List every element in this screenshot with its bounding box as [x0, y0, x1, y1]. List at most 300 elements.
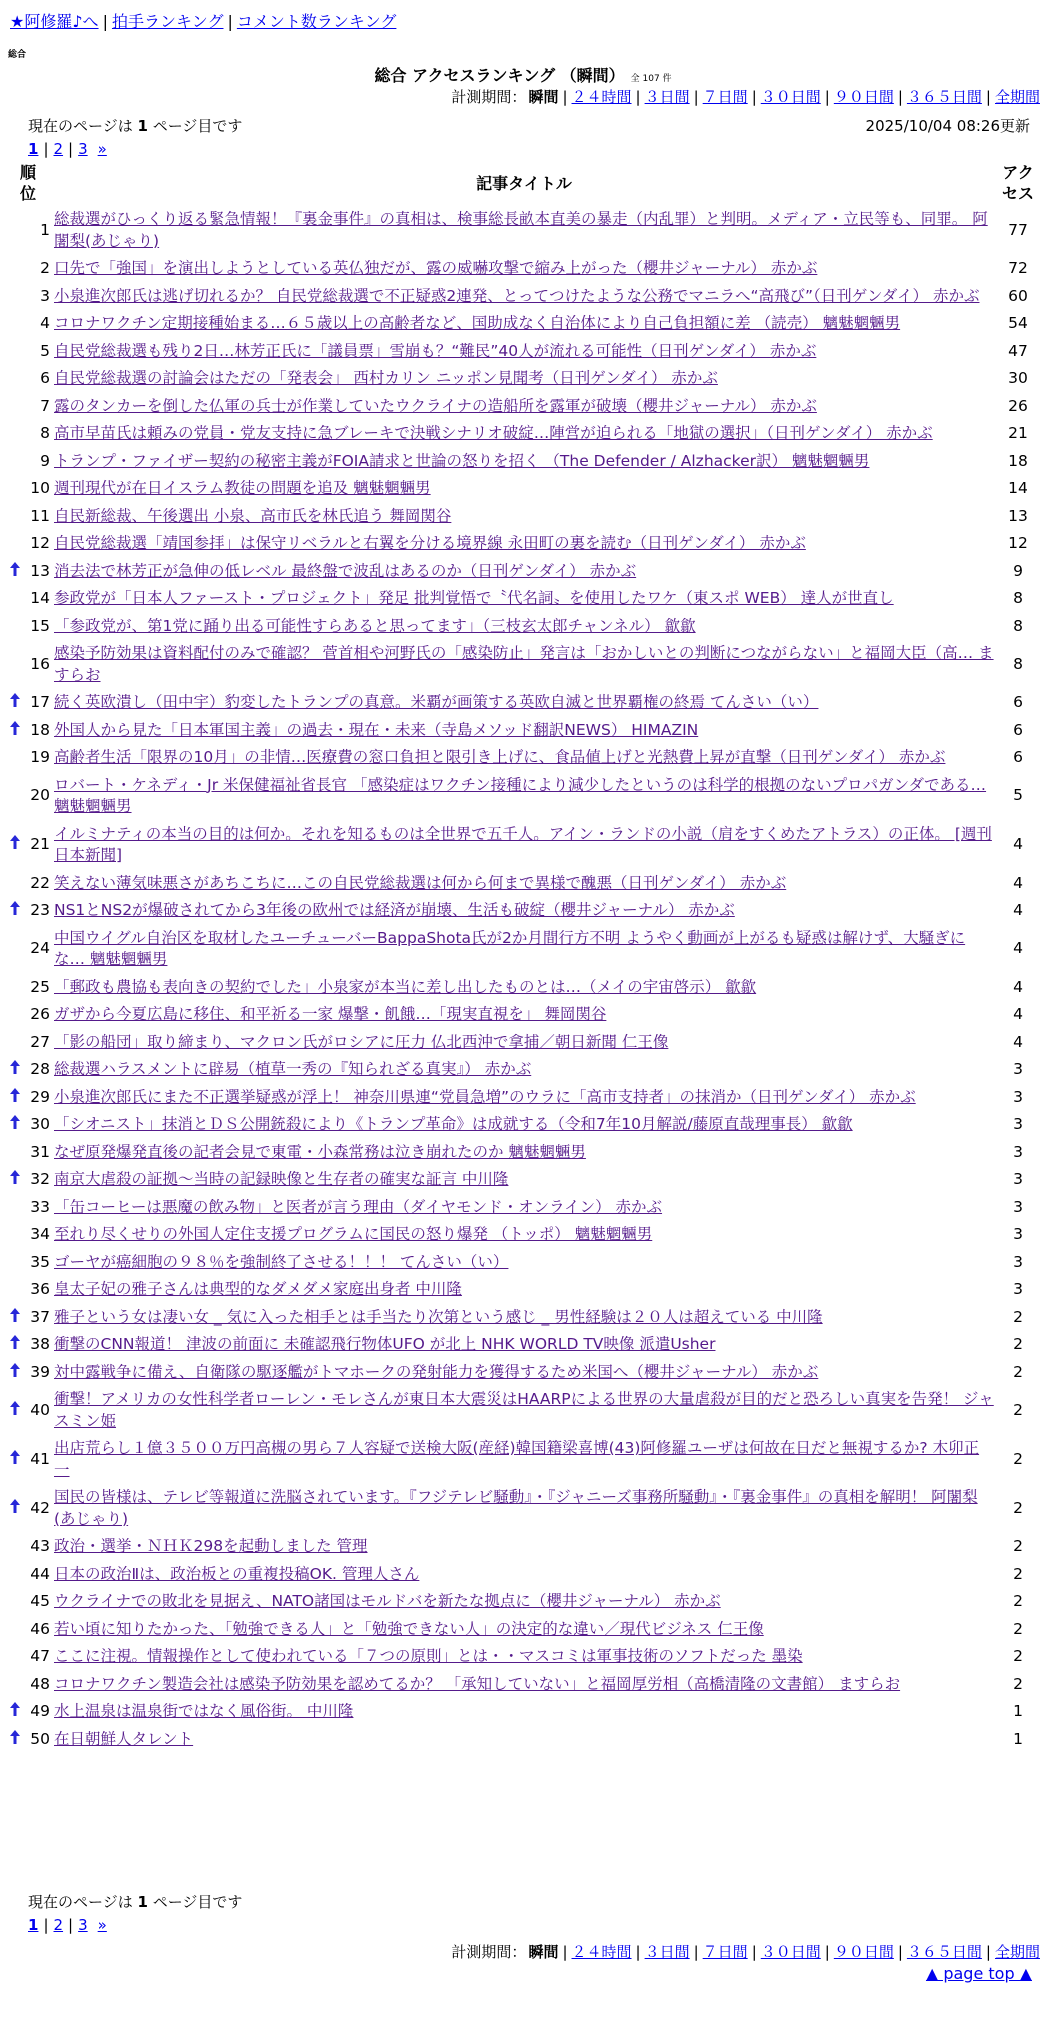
article-title-link[interactable]: 笑えない薄気味悪さがあちこちに…この自民党総裁選は何から何まで異様で醜悪（日刊ゲンダイ） 赤かぶ — [54, 873, 787, 892]
article-title-link[interactable]: 国民の皆様は、テレビ等報道に洗脳されています。『フジテレビ騒動』・『ジャニーズ事務所騒動』・『裏金事件』の真相を解明！ 阿闍梨(あじゃり) — [54, 1488, 978, 1528]
access-count: 47 — [1008, 341, 1028, 360]
table-row — [2, 1588, 1042, 1616]
period-7d-link[interactable]: ７日間 — [702, 88, 748, 106]
article-title-cell — [54, 206, 994, 255]
access-count: 2 — [1013, 1400, 1023, 1419]
rank-arrow-cell — [2, 870, 28, 898]
article-title-link[interactable]: 自民新総裁、午後選出 小泉、高市氏を林氏追う 舞岡関谷 — [54, 506, 452, 525]
rank-arrow-cell — [2, 1671, 28, 1699]
article-title-link[interactable]: ゴーヤが癌細胞の９８％を強制終了させる！！！ てんさい（い） — [54, 1252, 509, 1271]
table-row — [2, 717, 1042, 745]
article-title-link[interactable]: 中国ウイグル自治区を取材したユーチューバーBappaShota氏が2か月間行方不明 ようやく動画が上がるも疑惑は解けず、大騒ぎにな… 魑魅魍魎男 — [54, 928, 966, 968]
rank-number: 1 — [40, 220, 50, 239]
access-count: 5 — [1013, 786, 1023, 805]
period-30d-link[interactable]: ３０日間 — [760, 88, 821, 106]
access-count: 2 — [1013, 1647, 1023, 1665]
rank-number: 5 — [40, 341, 50, 360]
rank-arrow-cell — [2, 530, 28, 558]
rank-arrow-cell — [2, 1166, 28, 1194]
article-title-link[interactable]: コロナワクチン定期接種始まる…６５歳以上の高齢者など、国助成なく自治体により自己負担額に差 （読売） 魑魅魍魎男 — [54, 314, 901, 332]
rank-arrow-cell — [2, 1484, 28, 1533]
access-count: 60 — [1008, 286, 1028, 305]
table-row — [2, 1435, 1042, 1484]
article-title-cell — [54, 1221, 994, 1249]
article-title-cell — [54, 821, 994, 870]
table-row — [2, 448, 1042, 476]
article-title-link[interactable]: 続く英欧潰し（田中宇）豹変したトランプの真意。米覇が画策する英欧自滅と世界覇権の終焉 てんさい（い） — [54, 693, 819, 711]
article-title-link[interactable]: 水上温泉は温泉街ではなく風俗街。 中川隆 — [54, 1702, 354, 1720]
rank-arrow-cell — [2, 1194, 28, 1222]
access-count: 77 — [1008, 220, 1028, 239]
article-title-cell — [54, 744, 994, 772]
access-count: 14 — [1008, 479, 1028, 497]
access-count: 2 — [1013, 1449, 1023, 1468]
access-count: 4 — [1013, 1005, 1023, 1023]
period-30d-link[interactable]: ３０日間 — [760, 1943, 821, 1961]
access-count: 3 — [1013, 1060, 1023, 1078]
rank-arrow-cell — [2, 717, 28, 745]
access-count: 4 — [1013, 939, 1023, 958]
access-count: 12 — [1008, 534, 1028, 552]
rank-number: 8 — [40, 424, 50, 442]
nav-separator: | — [102, 12, 108, 31]
rank-number: 26 — [30, 1005, 50, 1023]
table-row — [2, 283, 1042, 311]
rank-arrow-cell — [2, 448, 28, 476]
current-page-number: 1 — [137, 117, 148, 135]
article-title-link[interactable]: 高市早苗氏は頼みの党員・党友支持に急ブレーキで決戦シナリオ破綻…陣営が迫られる「地獄の選択」（日刊ゲンダイ） 赤かぶ — [54, 424, 933, 442]
rank-up-arrow-icon — [10, 1060, 20, 1074]
article-title-cell — [54, 717, 994, 745]
article-title-cell — [54, 530, 994, 558]
article-title-link[interactable]: 「缶コーヒーは悪魔の飲み物」と医者が言う理由（ダイヤモンド・オンライン） 赤かぶ — [54, 1197, 663, 1216]
article-title-cell — [54, 1359, 994, 1387]
nav-separator: | — [227, 12, 233, 31]
rank-number: 50 — [30, 1729, 50, 1748]
article-title-cell — [54, 420, 994, 448]
rank-arrow-cell — [2, 475, 28, 503]
rank-arrow-cell — [2, 925, 28, 974]
rank-arrow-cell — [2, 585, 28, 613]
article-title-link[interactable]: ウクライナでの敗北を見据え、NATO諸国はモルドバを新たな拠点に（櫻井ジャーナル） 赤かぶ — [54, 1592, 721, 1610]
rank-number: 44 — [30, 1564, 50, 1583]
article-title-cell — [54, 1056, 994, 1084]
article-title-link[interactable]: ガザから今夏広島に移住、和平祈る一家 爆撃・飢餓…「現実直視を」 舞岡関谷 — [54, 1005, 607, 1023]
rank-arrow-cell — [2, 1084, 28, 1112]
access-count: 72 — [1008, 259, 1028, 277]
access-count: 2 — [1013, 1537, 1023, 1555]
access-count: 2 — [1013, 1564, 1023, 1583]
rank-number: 16 — [30, 654, 50, 673]
top-navigation — [10, 12, 396, 32]
article-title-link[interactable]: 対中露戦争に備え、自衛隊の駆逐艦がトマホークの発射能力を獲得するため米国へ（櫻井ジャーナル） 赤かぶ — [54, 1362, 819, 1381]
next-page-link[interactable]: » — [97, 1916, 107, 1934]
pager-top: 1 | 2 | 3 » — [28, 140, 107, 158]
article-title-link[interactable]: 自民党総裁選の討論会はただの「発表会」 西村カリン ニッポン見聞考（日刊ゲンダイ） 赤かぶ — [54, 369, 718, 387]
article-title-cell — [54, 283, 994, 311]
pager-bottom: 1 | 2 | 3 » — [28, 1916, 107, 1934]
table-row — [2, 1533, 1042, 1561]
rank-number: 41 — [30, 1449, 50, 1468]
rank-arrow-cell — [2, 393, 28, 421]
rank-number: 13 — [30, 561, 50, 580]
rank-number: 36 — [30, 1280, 50, 1298]
article-title-cell — [54, 925, 994, 974]
table-row — [2, 1029, 1042, 1057]
rank-up-arrow-icon — [10, 901, 20, 915]
rank-arrow-cell — [2, 1249, 28, 1277]
article-title-link[interactable]: 皇太子妃の雅子さんは典型的なダメダメ家庭出身者 中川隆 — [54, 1280, 462, 1298]
table-row — [2, 1001, 1042, 1029]
page-3-link[interactable]: 3 — [78, 1916, 88, 1934]
article-title-cell — [54, 310, 994, 338]
table-row — [2, 420, 1042, 448]
table-row — [2, 1386, 1042, 1435]
article-title-cell — [54, 393, 994, 421]
rank-arrow-cell — [2, 1276, 28, 1304]
article-title-cell — [54, 1698, 994, 1726]
rank-arrow-cell — [2, 974, 28, 1002]
table-header-row — [2, 160, 1042, 206]
article-title-link[interactable]: NS1とNS2が爆破されてから3年後の欧州では経済が崩壊、生活も破綻（櫻井ジャーナル） 赤かぶ — [54, 901, 735, 919]
home-link[interactable]: ★阿修羅♪へ — [10, 12, 99, 31]
table-row — [2, 640, 1042, 689]
article-title-link[interactable]: 感染予防効果は資料配付のみで確認？ 菅首相や河野氏の「感染防止」発言は「おかしいとの判断につながらない」と福岡大臣（高… ますらお — [54, 644, 994, 684]
article-title-link[interactable]: 至れり尽くせりの外国人定住支援プログラムに国民の怒り爆発 （トッポ） 魑魅魍魎男 — [54, 1225, 653, 1243]
rank-number: 45 — [30, 1592, 50, 1610]
rank-arrow-cell — [2, 897, 28, 925]
article-title-link[interactable]: ロバート・ケネディ・Jr 米保健福祉省長官 「感染症はワクチン接種により減少したというのは科学的根拠のないプロパガンダである… 魑魅魍魎男 — [54, 775, 987, 815]
article-title-link[interactable]: 小泉進次郎氏は逃げ切れるか？ 自民党総裁選で不正疑惑2連発、とってつけたような公務でマニラへ“高飛び”（日刊ゲンダイ） 赤かぶ — [54, 286, 980, 305]
rank-arrow-cell — [2, 1616, 28, 1644]
rank-arrow-cell — [2, 1435, 28, 1484]
rank-up-arrow-icon — [10, 562, 20, 576]
table-row — [2, 475, 1042, 503]
article-title-cell — [54, 1084, 994, 1112]
rank-up-arrow-icon — [10, 1363, 20, 1377]
access-count: 30 — [1008, 369, 1028, 387]
access-count: 3 — [1013, 1280, 1023, 1298]
table-row — [2, 897, 1042, 925]
access-count: 18 — [1008, 451, 1028, 470]
rank-number: 40 — [30, 1400, 50, 1419]
article-title-cell — [54, 1111, 994, 1139]
rank-number: 35 — [30, 1252, 50, 1271]
page-2-link[interactable]: 2 — [53, 140, 64, 158]
access-count: 9 — [1013, 561, 1023, 580]
article-title-link[interactable]: 「シオニスト」抹消とＤＳ公開銃殺により《トランプ革命》は成就する（令和7年10月解説/藤原直哉理事長） 歙歙 — [54, 1115, 853, 1133]
article-title-link[interactable]: 総裁選ハラスメントに辟易（植草一秀の『知られざる真実』） 赤かぶ — [54, 1060, 532, 1078]
article-title-link[interactable]: 「影の船団」取り締まり、マクロン氏がロシアに圧力 仏北西沖で拿捕／朝日新聞 仁王像 — [54, 1032, 669, 1051]
rank-arrow-cell — [2, 1111, 28, 1139]
table-row — [2, 1249, 1042, 1277]
rank-up-arrow-icon — [10, 1499, 20, 1513]
rank-number: 47 — [30, 1647, 50, 1665]
table-row — [2, 1671, 1042, 1699]
rank-arrow-cell — [2, 1726, 28, 1754]
access-count: 1 — [1013, 1702, 1023, 1720]
access-count: 2 — [1013, 1498, 1023, 1517]
table-row — [2, 1084, 1042, 1112]
rank-up-arrow-icon — [10, 1335, 20, 1349]
period-selector-top: 計測期間： 瞬間 | ２４時間 | ３日間 | ７日間 | ３０日間 | ９０日間 | ３６５日間 | 全期間 — [451, 88, 1040, 106]
article-title-link[interactable]: コロナワクチン製造会社は感染予防効果を認めてるか？ 「承知していない」と福岡厚労相（高橋清隆の文書館） ますらお — [54, 1674, 901, 1693]
article-title-link[interactable]: 露のタンカーを倒した仏軍の兵士が作業していたウクライナの造船所を露軍が破壊（櫻井ジャーナル） 赤かぶ — [54, 396, 817, 415]
access-count: 6 — [1013, 748, 1023, 766]
updated-timestamp: 2025/10/04 08:26更新 — [865, 117, 1030, 135]
page-1-link[interactable]: 1 — [28, 140, 39, 158]
article-title-cell — [54, 1331, 994, 1359]
table-row — [2, 1139, 1042, 1167]
access-count: 6 — [1013, 693, 1023, 711]
article-title-cell — [54, 1276, 994, 1304]
access-count: 8 — [1013, 589, 1023, 607]
rank-number: 27 — [30, 1032, 50, 1051]
article-title-link[interactable]: 総裁選がひっくり返る緊急情報！『裏金事件』の真相は、検事総長畝本直美の暴走（内乱罪）と判明。メディア・立民等も、同罪。 阿闍梨(あじゃり) — [54, 210, 988, 250]
table-row — [2, 744, 1042, 772]
rank-number: 18 — [30, 720, 50, 739]
table-row — [2, 1698, 1042, 1726]
article-title-link[interactable]: 衝撃のCNN報道！ 津波の前面に 未確認飛行物体UFO が北上 NHK WORLD TV映像 派遣Usher — [54, 1335, 716, 1353]
rank-arrow-cell — [2, 1029, 28, 1057]
article-title-link[interactable]: 高齢者生活「限界の10月」の非情…医療費の窓口負担と限引き上げに、食品値上げと光熱費上昇が直撃（日刊ゲンダイ） 赤かぶ — [54, 748, 946, 766]
period-90d-link[interactable]: ９０日間 — [833, 88, 894, 106]
rank-arrow-cell — [2, 1001, 28, 1029]
rank-up-arrow-icon — [10, 1730, 20, 1744]
rank-number: 34 — [30, 1225, 50, 1243]
access-count: 3 — [1013, 1087, 1023, 1106]
rank-number: 31 — [30, 1142, 50, 1161]
rank-number: 48 — [30, 1674, 50, 1693]
rank-number: 25 — [30, 977, 50, 996]
rank-arrow-cell — [2, 1533, 28, 1561]
page-3-link[interactable]: 3 — [78, 140, 88, 158]
article-title-cell — [54, 585, 994, 613]
article-title-link[interactable]: 参政党が「日本人ファースト・プロジェクト」発足 批判覚悟で〝代名詞〟を使用したワケ（東スポ WEB） 達人が世直し — [54, 589, 894, 607]
rank-up-arrow-icon — [10, 1170, 20, 1184]
comment-ranking-link[interactable]: コメント数ランキング — [236, 12, 397, 31]
rank-number: 23 — [30, 901, 50, 919]
article-title-link[interactable]: 「郵政も農協も表向きの契約でした」小泉家が本当に差し出したものとは…（メイの宇宙啓示） 歙歙 — [54, 977, 757, 996]
rank-up-arrow-icon — [10, 1401, 20, 1415]
page-top-link[interactable]: ▲ page top ▲ — [925, 1964, 1032, 1983]
article-title-cell — [54, 503, 994, 531]
rank-arrow-cell — [2, 1139, 28, 1167]
rank-number: 9 — [40, 451, 50, 470]
page-1-link[interactable]: 1 — [28, 1916, 39, 1934]
access-count: 2 — [1013, 1674, 1023, 1693]
total-count: 全 107 件 — [630, 74, 672, 84]
article-title-link[interactable]: 若い頃に知りたかった、「勉強できる人」と「勉強できない人」の決定的な違い／現代ビジネス 仁王像 — [54, 1619, 764, 1638]
rank-up-arrow-icon — [10, 1308, 20, 1322]
article-title-cell — [54, 255, 994, 283]
article-title-cell — [54, 1304, 994, 1332]
rank-up-arrow-icon — [10, 693, 20, 707]
section-label: 総合 — [8, 50, 27, 60]
rank-up-arrow-icon — [10, 835, 20, 849]
table-row — [2, 1643, 1042, 1671]
page-info-top: 現在のページは 1 ページ目です — [28, 117, 243, 135]
rank-up-arrow-icon — [10, 1115, 20, 1129]
access-count: 4 — [1013, 873, 1023, 892]
access-count: 54 — [1008, 314, 1028, 332]
rank-arrow-cell — [2, 255, 28, 283]
article-title-cell — [54, 1616, 994, 1644]
rank-up-arrow-icon — [10, 1702, 20, 1716]
table-row — [2, 503, 1042, 531]
table-row — [2, 1194, 1042, 1222]
period-24h-link[interactable]: ２４時間 — [571, 88, 632, 106]
page-2-link[interactable]: 2 — [53, 1916, 64, 1934]
rank-number: 7 — [40, 396, 50, 415]
table-row — [2, 255, 1042, 283]
rank-number: 37 — [30, 1307, 50, 1326]
rank-arrow-cell — [2, 283, 28, 311]
access-count: 3 — [1013, 1170, 1023, 1188]
next-page-link[interactable]: » — [97, 140, 107, 158]
page-title-line — [0, 63, 1046, 86]
article-title-link[interactable]: 衝撃！アメリカの女性科学者ローレン・モレさんが東日本大震災はHAARPによる世界の大量虐殺が目的だと恐ろしい真実を告発！ ジャスミン姫 — [54, 1390, 994, 1430]
article-title-link[interactable]: 口先で「強国」を演出しようとしている英仏独だが、露の威嚇攻撃で縮み上がった（櫻井ジャーナル） 赤かぶ — [54, 259, 818, 277]
access-count: 4 — [1013, 901, 1023, 919]
ranking-rows — [2, 206, 1042, 1753]
rank-arrow-cell — [2, 689, 28, 717]
period-label: 計測期間： — [451, 88, 527, 106]
article-title-link[interactable]: 日本の政治Ⅱは、政治板との重複投稿OK. 管理人さん — [54, 1564, 420, 1583]
access-count: 3 — [1013, 1142, 1023, 1161]
access-count: 6 — [1013, 720, 1023, 739]
period-all-link[interactable]: 全期間 — [994, 88, 1040, 106]
rank-number: 29 — [30, 1087, 50, 1106]
article-title-link[interactable]: 小泉進次郎氏にまた不正選挙疑惑が浮上！ 神奈川県連“党員急増”のウラに「高市支持者」の抹消か（日刊ゲンダイ） 赤かぶ — [54, 1087, 916, 1106]
rank-arrow-cell — [2, 1221, 28, 1249]
table-row — [2, 1616, 1042, 1644]
count-header: アクセス — [1001, 163, 1034, 203]
article-title-link[interactable]: 消去法で林芳正が急伸の低レベル 最終盤で波乱はあるのか（日刊ゲンダイ） 赤かぶ — [54, 561, 637, 580]
article-title-link[interactable]: 外国人から見た「日本軍国主義」の過去・現在・未来（寺島メソッド翻訳NEWS） HIMAZIN — [54, 720, 699, 739]
rank-number: 24 — [30, 939, 50, 958]
article-title-cell — [54, 1533, 994, 1561]
article-title-link[interactable]: ここに注視。情報操作として使われている「７つの原則」とは・・マスコミは軍事技術のソフトだった 墨染 — [54, 1647, 803, 1665]
table-row — [2, 1166, 1042, 1194]
access-count: 2 — [1013, 1619, 1023, 1638]
article-title-cell — [54, 613, 994, 641]
article-title-cell — [54, 1249, 994, 1277]
period-current: 瞬間 — [528, 88, 559, 106]
rank-number: 10 — [30, 479, 50, 497]
article-title-link[interactable]: 自民党総裁選も残り2日…林芳正氏に「議員票」雪崩も？“難民”40人が流れる可能性（日刊ゲンダイ） 赤かぶ — [54, 341, 817, 360]
period-all-link[interactable]: 全期間 — [994, 1943, 1040, 1961]
rank-arrow-cell — [2, 1643, 28, 1671]
rank-number: 20 — [30, 786, 50, 805]
article-title-cell — [54, 897, 994, 925]
table-row — [2, 1111, 1042, 1139]
table-row — [2, 1276, 1042, 1304]
table-row — [2, 1561, 1042, 1589]
access-count: 2 — [1013, 1307, 1023, 1326]
period-365d-link[interactable]: ３６５日間 — [906, 88, 982, 106]
table-row — [2, 1484, 1042, 1533]
rank-number: 4 — [40, 314, 50, 332]
article-title-cell — [54, 689, 994, 717]
rank-arrow-cell — [2, 640, 28, 689]
table-row — [2, 689, 1042, 717]
access-count: 13 — [1008, 506, 1028, 525]
article-title-cell — [54, 1671, 994, 1699]
access-count: 3 — [1013, 1115, 1023, 1133]
article-title-link[interactable]: 南京大虐殺の証拠～当時の記録映像と生存者の確実な証言 中川隆 — [54, 1170, 509, 1188]
period-365d-link[interactable]: ３６５日間 — [906, 1943, 982, 1961]
article-title-link[interactable]: 出店荒らし１億３５００万円高槻の男ら７人容疑で送検大阪(産経)韓国籍梁喜博(43)阿修羅ユーザは何故在日だと無視するか? 木卯正一 — [54, 1439, 980, 1479]
table-row — [2, 393, 1042, 421]
table-row — [2, 974, 1042, 1002]
rank-arrow-cell — [2, 1359, 28, 1387]
rank-number: 21 — [30, 835, 50, 854]
rank-number: 32 — [30, 1170, 50, 1188]
rank-up-arrow-icon — [10, 721, 20, 735]
rank-number: 2 — [40, 259, 50, 277]
article-title-link[interactable]: イルミナティの本当の目的は何か。それを知るものは全世界で五千人。アイン・ランドの小説（肩をすくめたアトラス）の正体。 [週刊日本新聞] — [54, 824, 992, 864]
article-title-link[interactable]: 自民党総裁選「靖国参拝」は保守リベラルと右翼を分ける境界線 永田町の裏を読む（日刊ゲンダイ） 赤かぶ — [54, 534, 806, 552]
table-row — [2, 310, 1042, 338]
applause-ranking-link[interactable]: 拍手ランキング — [111, 12, 224, 31]
rank-number: 28 — [30, 1060, 50, 1078]
article-title-cell — [54, 558, 994, 586]
article-title-link[interactable]: 週刊現代が在日イスラム教徒の問題を追及 魑魅魍魎男 — [54, 479, 431, 497]
period-selector-bottom: 計測期間： 瞬間 | ２４時間 | ３日間 | ７日間 | ３０日間 | ９０日間 | ３６５日間 | 全期間 — [451, 1943, 1040, 1961]
article-title-cell — [54, 1643, 994, 1671]
table-row — [2, 1331, 1042, 1359]
article-title-cell — [54, 1435, 994, 1484]
period-7d-link[interactable]: ７日間 — [702, 1943, 748, 1961]
rank-number: 49 — [30, 1702, 50, 1720]
article-title-link[interactable]: なぜ原発爆発直後の記者会見で東電・小森常務は泣き崩れたのか 魑魅魍魎男 — [54, 1142, 586, 1161]
period-24h-link[interactable]: ２４時間 — [571, 1943, 632, 1961]
rank-arrow-cell — [2, 310, 28, 338]
article-title-cell — [54, 1726, 994, 1754]
article-title-cell — [54, 1001, 994, 1029]
table-row — [2, 821, 1042, 870]
title-header: 記事タイトル — [476, 173, 572, 193]
table-row — [2, 206, 1042, 255]
article-title-link[interactable]: 政治・選挙・ＮＨＫ298を起動しました 管理 — [54, 1537, 368, 1555]
table-row — [2, 925, 1042, 974]
period-3d-link[interactable]: ３日間 — [644, 88, 690, 106]
rank-header: 順位 — [19, 163, 36, 203]
article-title-link[interactable]: 雅子という女は凄い女 _ 気に入った相手とは手当たり次第という感じ _ 男性経験は２０人は超えている 中川隆 — [54, 1307, 823, 1326]
access-count: 2 — [1013, 1362, 1023, 1381]
page-info-bottom: 現在のページは 1 ページ目です — [28, 1893, 243, 1911]
table-row — [2, 530, 1042, 558]
article-title-cell — [54, 1166, 994, 1194]
table-row — [2, 1304, 1042, 1332]
rank-arrow-cell — [2, 821, 28, 870]
rank-arrow-cell — [2, 338, 28, 366]
rank-arrow-cell — [2, 1056, 28, 1084]
period-90d-link[interactable]: ９０日間 — [833, 1943, 894, 1961]
article-title-link[interactable]: 在日朝鮮人タレント — [54, 1729, 194, 1748]
article-title-link[interactable]: 「参政党が、第1党に踊り出る可能性すらあると思ってます」（三枝玄太郎チャンネル） 歙歙 — [54, 616, 696, 635]
article-title-cell — [54, 1029, 994, 1057]
article-title-cell — [54, 640, 994, 689]
rank-up-arrow-icon — [10, 1450, 20, 1464]
article-title-link[interactable]: トランプ・ファイザー契約の秘密主義がFOIA請求と世論の怒りを招く （The Defender / Alzhacker訳） 魑魅魍魎男 — [54, 451, 870, 470]
rank-number: 30 — [30, 1115, 50, 1133]
table-row — [2, 772, 1042, 821]
rank-arrow-cell — [2, 744, 28, 772]
period-3d-link[interactable]: ３日間 — [644, 1943, 690, 1961]
rank-number: 3 — [40, 286, 50, 305]
